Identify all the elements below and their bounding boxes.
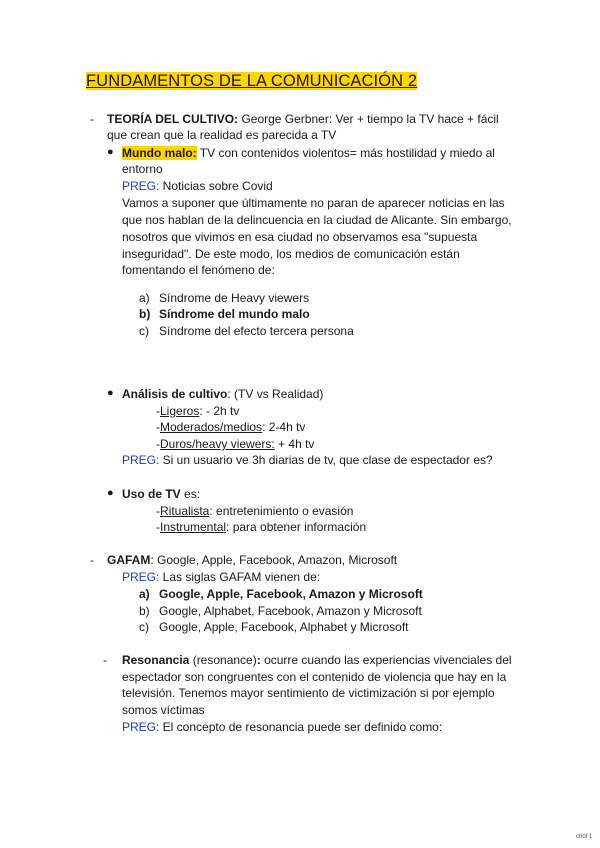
viewer-type-item: -Moderados/medios: 2-4h tv [156,420,306,434]
question-paragraph-line: que nos hablan de la delincuencia en la ciudad de Alicante. Sin embargo, [122,213,512,227]
question-paragraph-line: inseguridad". De este modo, los medios de comunicación están [122,247,460,261]
preg-gafam: PREG: Las siglas GAFAM vienen de: [122,570,321,584]
dash-marker: - [103,653,107,667]
resonancia-text-line: espectador son congruentes con el contenido de violencia que hay en la [122,670,507,684]
question-paragraph-line: nosotros que vivimos en esa ciudad no observamos esa "supuesta [122,230,478,244]
mundo-malo-line2: entorno [122,162,163,176]
viewer-type-item: -Duros/heavy viewers: + 4h tv [156,437,315,451]
gafam-label: GAFAM [107,553,151,567]
option-letter: b) [139,604,150,618]
preg-resonancia: PREG: El concepto de resonancia puede ser definido como: [122,720,443,734]
analisis-label: Análisis de cultivo [122,387,228,401]
page-footer: chof 1 [576,834,593,840]
page-title: FUNDAMENTOS DE LA COMUNICACIÓN 2 [86,72,418,90]
option-text-correct: Google, Apple, Facebook, Amazon y Microsoft [159,587,423,601]
gafam-line: GAFAM: Google, Apple, Facebook, Amazon, Microsoft [107,553,398,567]
option-text: Google, Apple, Facebook, Alphabet y Microsoft [159,620,409,634]
resonancia-line: Resonancia (resonance): ocurre cuando las experiencias vivenciales del [122,653,512,667]
mundo-malo-label: Mundo malo: [122,146,197,160]
uso-item: -Ritualista: entretenimiento o evasión [156,504,354,518]
cultivo-text-line2: que crean que la realidad es parecida a TV [107,128,337,142]
preg-covid: PREG: Noticias sobre Covid [122,179,273,193]
uso-item: -Instrumental: para obtener información [156,520,367,534]
option-letter: c) [139,620,149,634]
option-text: Google, Alphabet, Facebook, Amazon y Microsoft [159,604,422,618]
option-text: Síndrome del efecto tercera persona [159,324,354,338]
option-letter-correct: a) [139,587,150,601]
bullet-icon: ● [107,387,114,399]
dash-marker: - [90,112,94,126]
cultivo-heading-line: TEORÍA DEL CULTIVO: George Gerbner: Ver + tiempo la TV hace + fácil [107,112,499,126]
option-letter: c) [139,324,149,338]
uso-tv-line: Uso de TV es: [122,487,201,501]
resonancia-text-line: somos víctimas [122,703,205,717]
option-letter: a) [139,291,150,305]
bullet-icon: ● [107,146,114,158]
option-text-correct: Síndrome del mundo malo [159,307,310,321]
viewer-type-item: -Ligeros: - 2h tv [156,404,240,418]
question-paragraph-line: fomentando el fenómeno de: [122,263,275,277]
analisis-line: Análisis de cultivo: (TV vs Realidad) [122,387,324,401]
option-letter-correct: b) [139,307,151,321]
option-text: Síndrome de Heavy viewers [159,291,310,305]
cultivo-heading: TEORÍA DEL CULTIVO: [107,112,239,126]
mundo-malo-line: Mundo malo: TV con contenidos violentos= más hostilidad y miedo al [122,146,495,160]
resonancia-text-line: televisión. Tenemos mayor sentimiento de victimización si por ejemplo [122,686,495,700]
bullet-icon: ● [107,487,114,499]
preg-espectador: PREG: Si un usuario ve 3h diarias de tv, que clase de espectador es? [122,453,493,467]
dash-marker: - [90,553,94,567]
uso-tv-label: Uso de TV [122,487,181,501]
question-paragraph-line: Vamos a suponer que últimamente no paran de aparecer noticias en las [122,196,505,210]
resonancia-label: Resonancia [122,653,190,667]
